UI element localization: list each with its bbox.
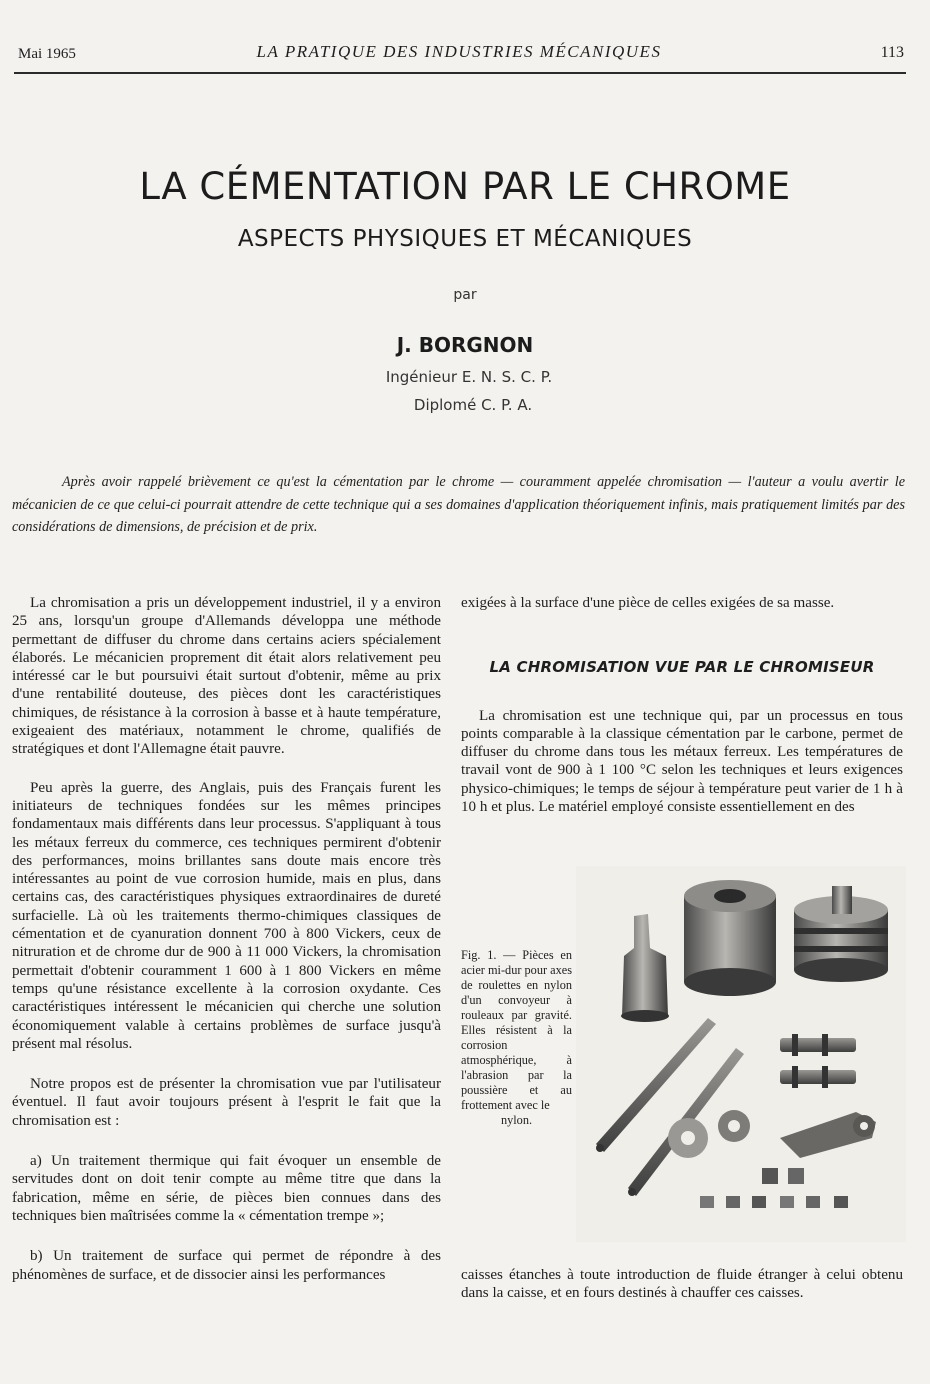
author-name: J. BORGNON [396, 333, 534, 357]
journal-name: LA PRATIQUE DES INDUSTRIES MÉCANIQUES [256, 42, 662, 61]
machined-steel-parts-photo-icon [576, 866, 906, 1242]
grooved-pulley [794, 886, 888, 982]
author-affiliation-1: Ingénieur E. N. S. C. P. [385, 368, 553, 386]
paragraph: a) Un traitement thermique qui fait évoquer un ensemble de servitudes dont on doit tenir compte au même titre que dans la fabrication, même en série, de pièces bien connues dans des techniques bien maîtrisées comme la « cémentation trempe »; [12, 1153, 441, 1224]
figure-photo [576, 866, 906, 1242]
running-header [14, 42, 904, 64]
caption-end: nylon. [500, 1113, 533, 1127]
paragraph: Peu après la guerre, des Anglais, puis des Français furent les initiateurs de techniques fondées sur les mêmes principes fondamentaux mais différents dans leur processus. S'appliquant à tous les métaux ferreux du commerce, ces techniques permirent d'obtenir des performances, moins brillantes sans doute mais encore très intéressantes au point de vue corrosion humide, mais en plus, dans certains cas, des caractéristiques physiques extraordinaires de dureté surfacielle. Là où les traitements thermo-chimiques classiques de cémentation et de cyanuration donnent 700 à 800 Vickers, ceux de nitruration et de chrome dur de 900 à 11 000 Vickers, la chromisation permettait d'obtenir couramment 1 600 à 1 800 Vickers en même temps qu'une résistance excellente à la corrosion oxydante. Ces caractéristiques intéressent le mécanicien qui cherche une solution économiquement valable à certains problèmes de surface jusqu'à présent mal résolus. [12, 779, 441, 1052]
abstract: Après avoir rappelé brièvement ce qu'est la cémentation par le chrome — couramment appelée chromisation — l'auteur a voulu avertir le mécanicien de ce que celui-ci pourrait attendre de cette technique qui a ses domaines d'application théoriquement infinis, mais pratiquement limités par des considérations de dimensions, de précision et de prix. [12, 474, 905, 535]
byline: par [453, 287, 477, 303]
caption-text: Fig. 1. — Pièces en acier mi-dur pour axes de roulettes en nylon d'un convoyeur à rouleaux par gravité. Elles résistent à la corrosion atmosphérique, à l'abrasion par la poussière et au frottement avec le [461, 948, 572, 1112]
page-number: 113 [880, 44, 904, 61]
paragraph: caisses étanches à toute introduction de fluide étranger à celui obtenu dans la caisse, et en fours destinés à chauffer ces caisses. [461, 1267, 903, 1302]
article-title: LA CÉMENTATION PAR LE CHROME [139, 165, 791, 208]
paragraph: b) Un traitement de surface qui permet de répondre à des phénomènes de surface, et de dissocier ainsi les performances [12, 1248, 441, 1283]
section-heading: LA CHROMISATION VUE PAR LE CHROMISEUR [489, 658, 875, 677]
article-subtitle: ASPECTS PHYSIQUES ET MÉCANIQUES [237, 226, 693, 252]
header-rule [14, 72, 906, 74]
paragraph: exigées à la surface d'une pièce de celles exigées de sa masse. [461, 595, 835, 611]
paragraph: Notre propos est de présenter la chromisation vue par l'utilisateur éventuel. Il faut avoir toujours présent à l'esprit le fait que la chromisation est : [12, 1076, 441, 1129]
right-column-continued [461, 1266, 903, 1303]
paragraph: La chromisation est une technique qui, par un processus en tous points comparable à la classique cémentation par le carbone, permet de diffuser du chrome dans tous les métaux ferreux. Les températures de travail vont de 900 à 1 100 °C selon les techniques et leurs exigences physico-chimiques; le temps de séjour à température peut varier de 1 h à 10 h et plus. Le matériel employé consiste essentiellement en des [461, 707, 903, 816]
paragraph: La chromisation a pris un développement industriel, il y a environ 25 ans, lorsqu'un groupe d'Allemands développa une méthode permettant de diffuser du chrome dans certains aciers spécialement élaborés. Le mécanicien proprement dit était alors relativement peu intéressé car le but poursuivi était surtout d'obtenir, même au prix d'une rentabilité douteuse, des pièces dont les caractéristiques chimiques, de résistance à la corrosion à basse et à haute température, exigeaient des matériaux, notamment le chrome, qualifiés de stratégiques et dont l'Allemagne était pauvre. [12, 595, 441, 758]
author-affiliation-2: Diplomé C. P. A. [413, 396, 533, 414]
central-wheel [684, 880, 776, 996]
right-column [461, 594, 903, 816]
issue-date: Mai 1965 [18, 46, 76, 62]
left-column [12, 594, 441, 1284]
figure-caption [461, 948, 572, 1128]
